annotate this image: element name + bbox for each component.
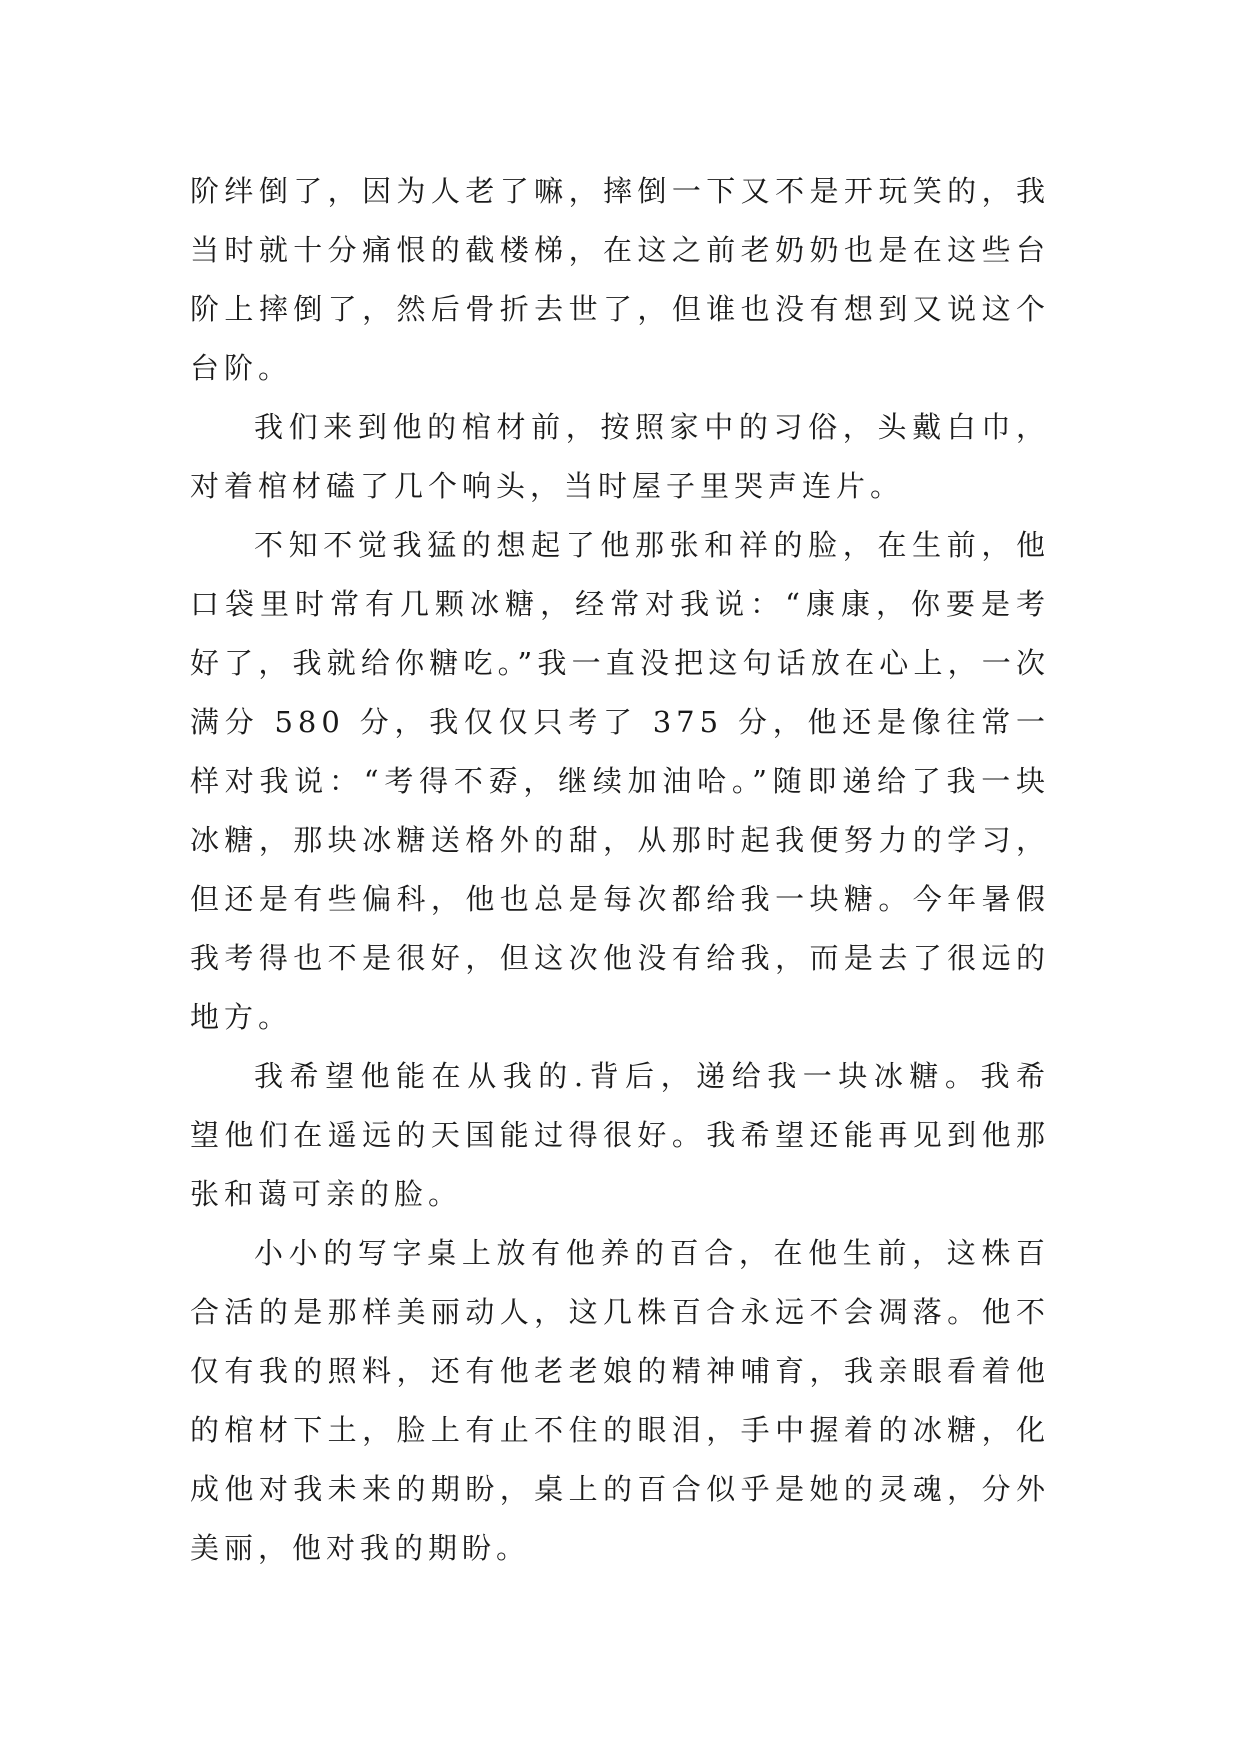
paragraph-memory-candy: 不知不觉我猛的想起了他那张和祥的脸，在生前，他口袋里时常有几颗冰糖，经常对我说：“康康，你要是考好了，我就给你糖吃。”我一直没把这句话放在心上，一次满分 580 分，我仅仅只考了 375 分，他还是像往常一样对我说：“考得不孬，继续加油哈。”随即递给了我一块冰糖，那块冰糖送格外的甜，从那时起我便努力的学习，但还是有些偏科，他也总是每次都给我一块糖。今年暑假我考得也不是很好，但这次他没有给我，而是去了很远的地方。 (190, 528, 1050, 1034)
paragraph-lilies: 小小的写字桌上放有他养的百合，在他生前，这株百合活的是那样美丽动人，这几株百合永远不会凋落。他不仅有我的照料，还有他老老娘的精神哺育，我亲眼看着他的棺材下土，脸上有止不住的眼泪，手中握着的冰糖，化成他对我未来的期盼，桌上的百合似乎是她的灵魂，分外美丽，他对我的期盼。 (190, 1236, 1050, 1565)
paragraph-continuation: 阶绊倒了，因为人老了嘛，摔倒一下又不是开玩笑的，我当时就十分痛恨的截楼梯，在这之前老奶奶也是在这些台阶上摔倒了，然后骨折去世了，但谁也没有想到又说这个台阶。 (190, 174, 1050, 385)
paragraph-hope: 我希望他能在从我的.背后，递给我一块冰糖。我希望他们在遥远的天国能过得很好。我希望还能再见到他那张和蔼可亲的脸。 (190, 1059, 1050, 1211)
document-body (190, 162, 1050, 1578)
paragraph-coffin: 我们来到他的棺材前，按照家中的习俗，头戴白巾，对着棺材磕了几个响头，当时屋子里哭声连片。 (190, 410, 1050, 503)
